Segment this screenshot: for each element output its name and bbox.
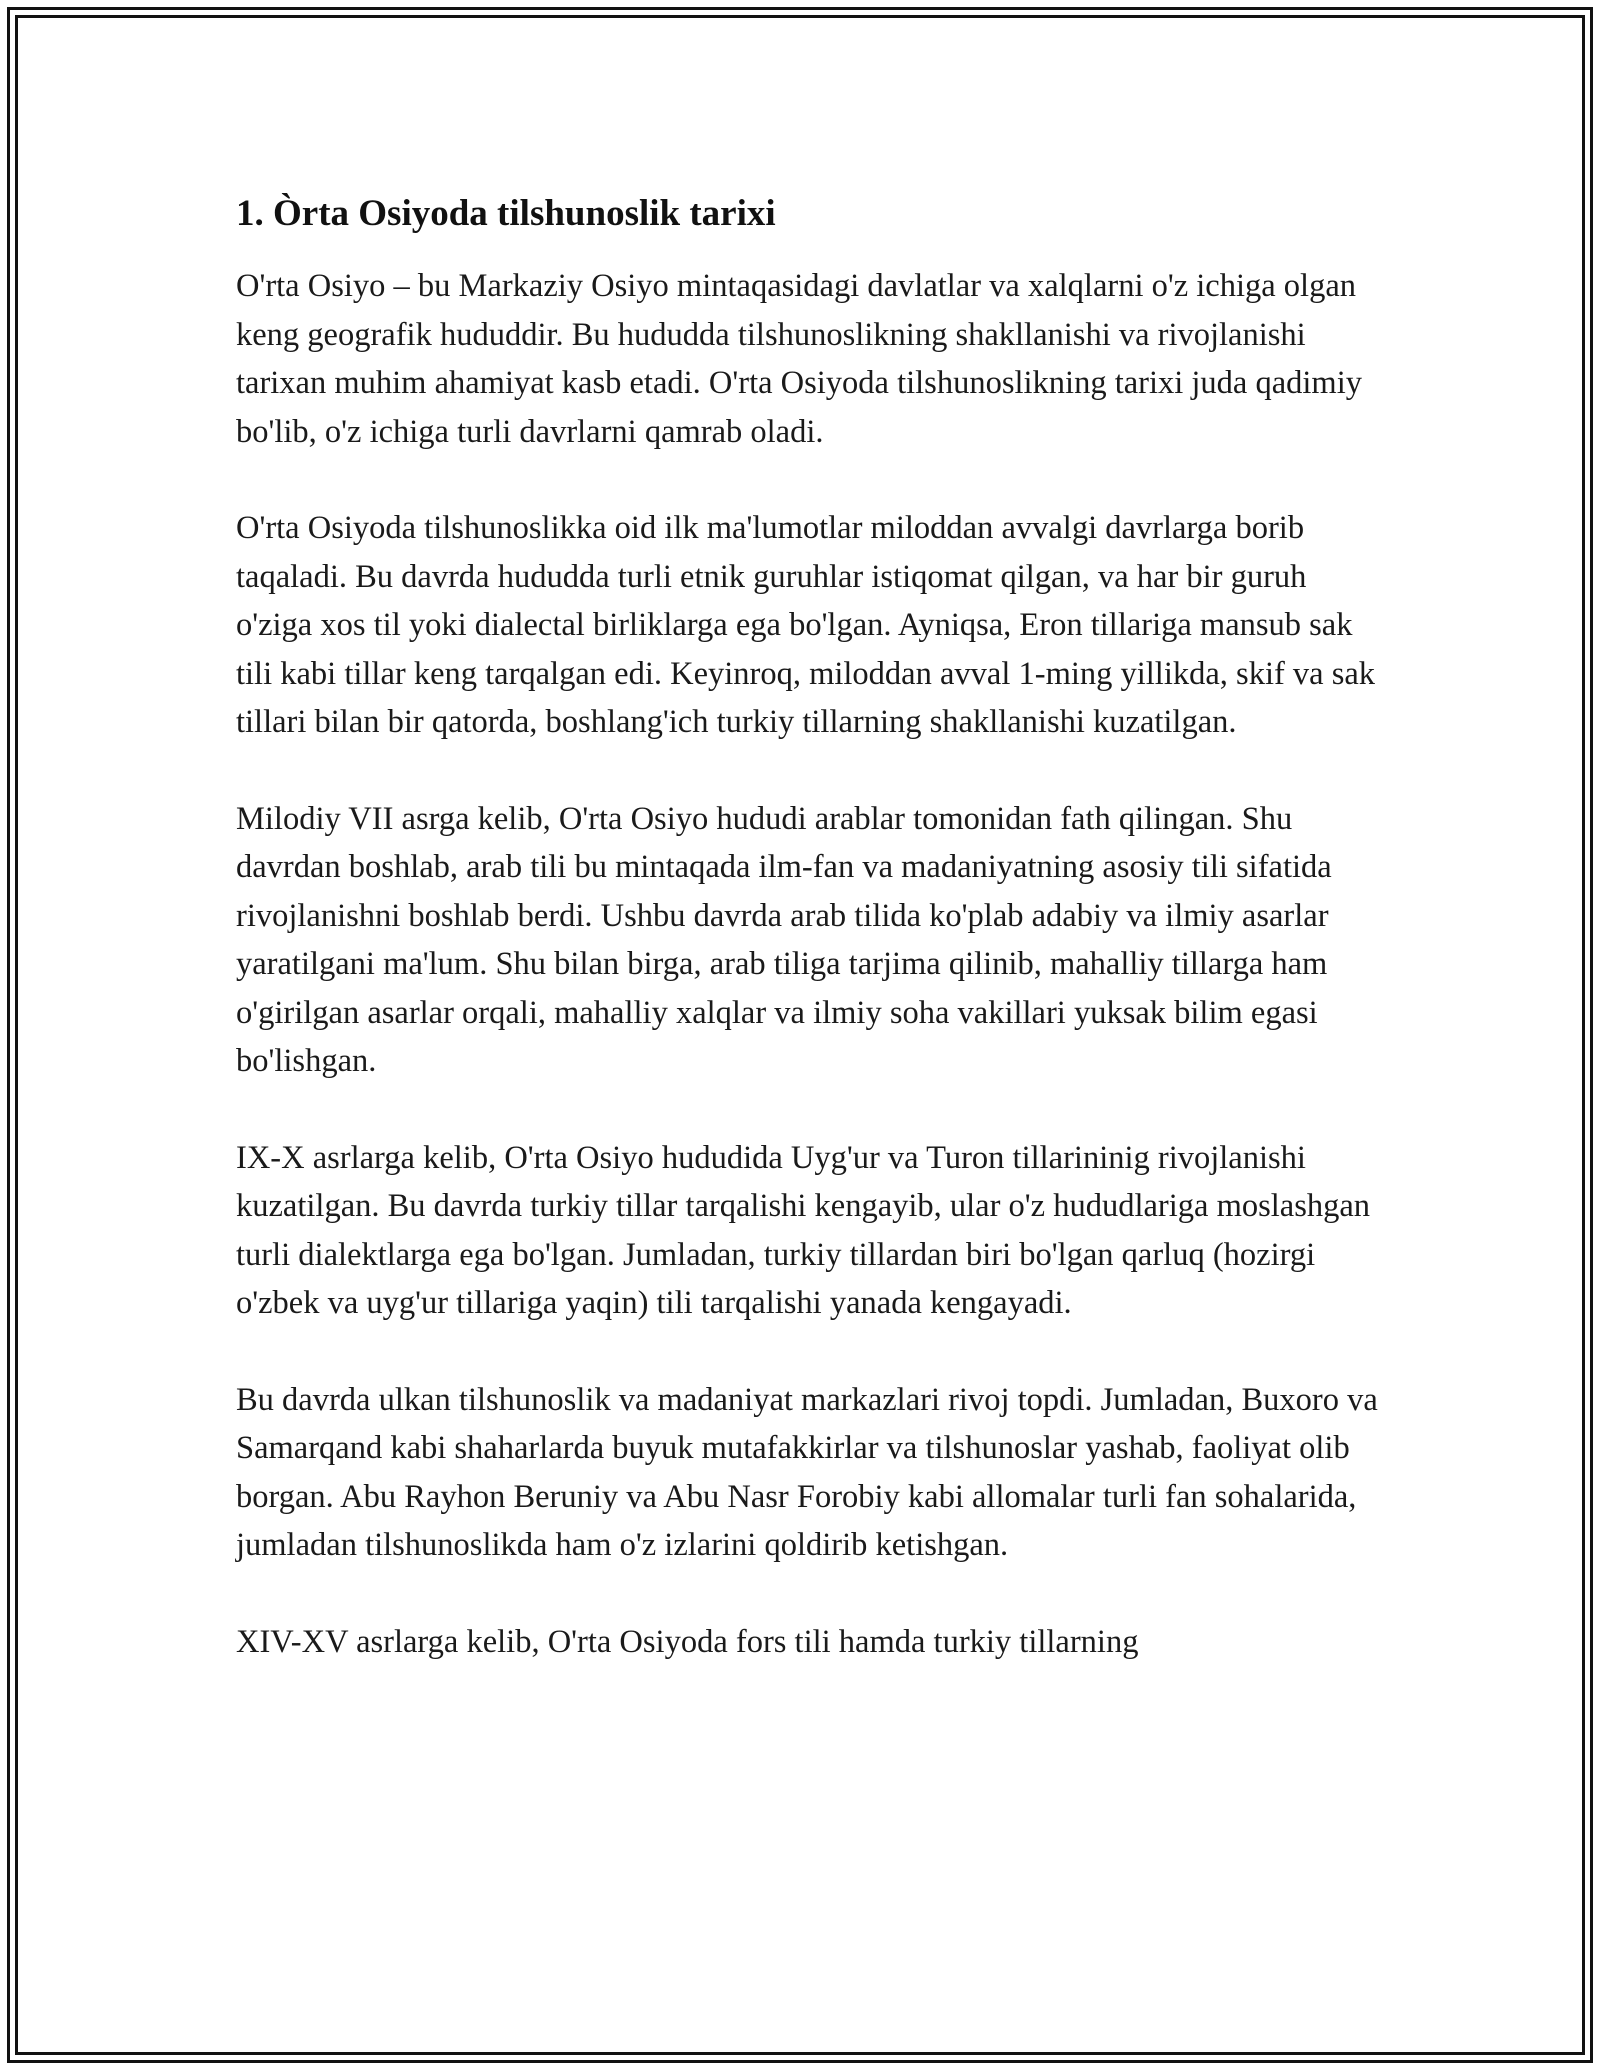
paragraph: Bu davrda ulkan tilshunoslik va madaniyat markazlari rivoj topdi. Jumladan, Buxoro va Samarqand kabi shaharlarda buyuk mutafakkirlar va tilshunoslar yashab, faoliyat olib borgan. Abu Rayhon Beruniy va Abu Nasr Forobiy kabi allomalar turli fan sohalarida, jumladan tilshunoslikda ham o'z izlarini qoldirib ketishgan. <box>236 1381 1378 1563</box>
paragraph: Milodiy VII asrga kelib, O'rta Osiyo hududi arablar tomonidan fath qilingan. Shu davrdan boshlab, arab tili bu mintaqada ilm-fan va madaniyatning asosiy tili sifatida rivojlanishni boshlab berdi. Ushbu davrda arab tilida ko'plab adabiy va ilmiy asarlar yaratilgani ma'lum. Shu bilan birga, arab tiliga tarjima qilinib, mahalliy tillarga ham o'girilgan asarlar orqali, mahalliy xalqlar va ilmiy soha vakillari yuksak bilim egasi bo'lishgan. <box>236 800 1332 1079</box>
paragraph: IX-X asrlarga kelib, O'rta Osiyo hududida Uyg'ur va Turon tillarininig rivojlanishi kuzatilgan. Bu davrda turkiy tillar tarqalishi kengayib, ular o'z hududlariga moslashgan turli dialektlarga ega bo'lgan. Jumladan, turkiy tillardan biri bo'lgan qarluq (hozirgi o'zbek va uyg'ur tillariga yaqin) tili tarqalishi yanada kengayadi. <box>236 1139 1371 1321</box>
paragraph: O'rta Osiyo – bu Markaziy Osiyo mintaqasidagi davlatlar va xalqlarni o'z ichiga olgan keng geografik hududdir. Bu hududda tilshunoslikning shakllanishi va rivojlanishi tarixan muhim ahamiyat kasb etadi. O'rta Osiyoda tilshunoslikning tarixi juda qadimiy bo'lib, o'z ichiga turli davrlarni qamrab oladi. <box>236 268 1362 450</box>
paragraph: O'rta Osiyoda tilshunoslikka oid ilk ma'lumotlar miloddan avvalgi davrlarga borib taqaladi. Bu davrda hududda turli etnik guruhlar istiqomat qilgan, va har bir guruh o'ziga xos til yoki dialectal birliklarga ega bo'lgan. Ayniqsa, Eron tillariga mansub sak tili kabi tillar keng tarqalgan edi. Keyinroq, miloddan avval 1-ming yillikda, skif va sak tillari bilan bir qatorda, boshlang'ich turkiy tillarning shakllanishi kuzatilgan. <box>236 510 1376 740</box>
document-body <box>236 188 1386 1666</box>
paragraph: XIV-XV asrlarga kelib, O'rta Osiyoda fors tili hamda turkiy tillarning <box>236 1623 1139 1660</box>
document-title: 1. Òrta Osiyoda tilshunoslik tarixi <box>236 193 776 234</box>
